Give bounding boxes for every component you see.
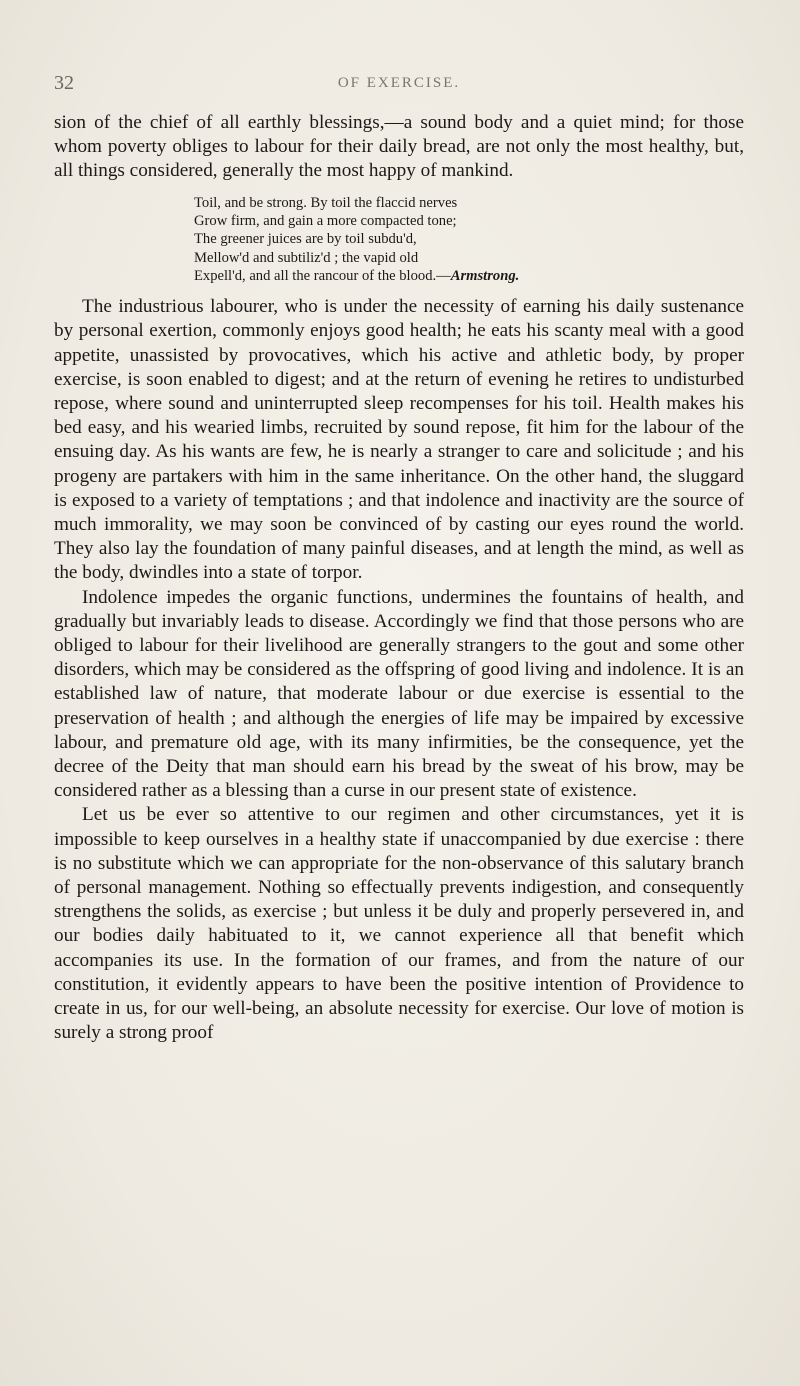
verse-attribution: Armstrong. [450, 267, 520, 284]
page-number: 32 [54, 72, 74, 94]
paragraph-labourer: The industrious labourer, who is under the necessity of earning his daily sustenance by personal exertion, commonly enjoys good health; he eats his scanty meal with a good appetite, unassisted by provocatives, which his active and athletic body, by proper exercise, is soon enabled to digest; and at the return of evening he retires to undisturbed repose, where sound and uninterrupted sleep recompenses for his toil. Health makes his bed easy, and his wearied limbs, recruited by sound repose, fit him for the labour of the ensuing day. As his wants are few, he is nearly a stranger to care and solicitude ; and his progeny are partakers with him in the same inheritance. On the other hand, the sluggard is exposed to a variety of temptations ; and that indolence and inactivity are the source of much immorality, we may soon be convinced of by casting our eyes round the world. They also lay the foundation of many painful diseases, and at length the mind, as well as the body, dwindles into a state of torpor. [54, 296, 744, 584]
page-header [54, 72, 744, 96]
verse-line-last [194, 267, 744, 285]
verse-line: Mellow'd and subtiliz'd ; the vapid old [194, 249, 419, 266]
verse-line: Toil, and be strong. By toil the flaccid nerves [194, 194, 458, 211]
verse-line-text: Expell'd, and all the rancour of the blood.— [194, 267, 451, 284]
verse-quotation [194, 194, 744, 285]
body-text [54, 111, 744, 1045]
paragraph-indolence: Indolence impedes the organic functions, undermines the fountains of health, and gradually but invariably leads to disease. Accordingly we find that those persons who are obliged to labour for their livelihood are generally strangers to the gout and some other disorders, which may be considered as the offspring of good living and indolence. It is an established law of nature, that moderate labour or due exercise is essential to the preservation of health ; and although the energies of life may be impaired by excessive labour, and premature old age, with its many infirmities, be the consequence, yet the decree of the Deity that man should earn his bread by the sweat of his brow, may be considered rather as a blessing than a curse in our present state of existence. [54, 586, 744, 802]
verse-line: Grow firm, and gain a more compacted tone; [194, 212, 457, 229]
running-head: OF EXERCISE. [337, 75, 461, 91]
paragraph-regimen: Let us be ever so attentive to our regimen and other circumstances, yet it is impossible to keep ourselves in a healthy state if unaccompanied by due exercise : there is no substitute which we can appropriate for the non-observance of this salutary branch of personal management. Nothing so effectually prevents indigestion, and consequently strengthens the solids, as exercise ; but unless it be duly and properly persevered in, and our bodies daily habituated to it, we cannot experience all that benefit which accompanies its use. In the formation of our frames, and from the nature of our constitution, it evidently appears to have been the positive intention of Providence to create in us, for our well-being, an absolute necessity for exercise. Our love of motion is surely a strong proof [54, 804, 744, 1044]
paragraph-continuation: sion of the chief of all earthly blessings,—a sound body and a quiet mind; for those whom poverty obliges to labour for their daily bread, are not only the most healthy, but, all things considered, generally the most happy of mankind. [54, 112, 744, 182]
verse-line: The greener juices are by toil subdu'd, [194, 231, 417, 248]
